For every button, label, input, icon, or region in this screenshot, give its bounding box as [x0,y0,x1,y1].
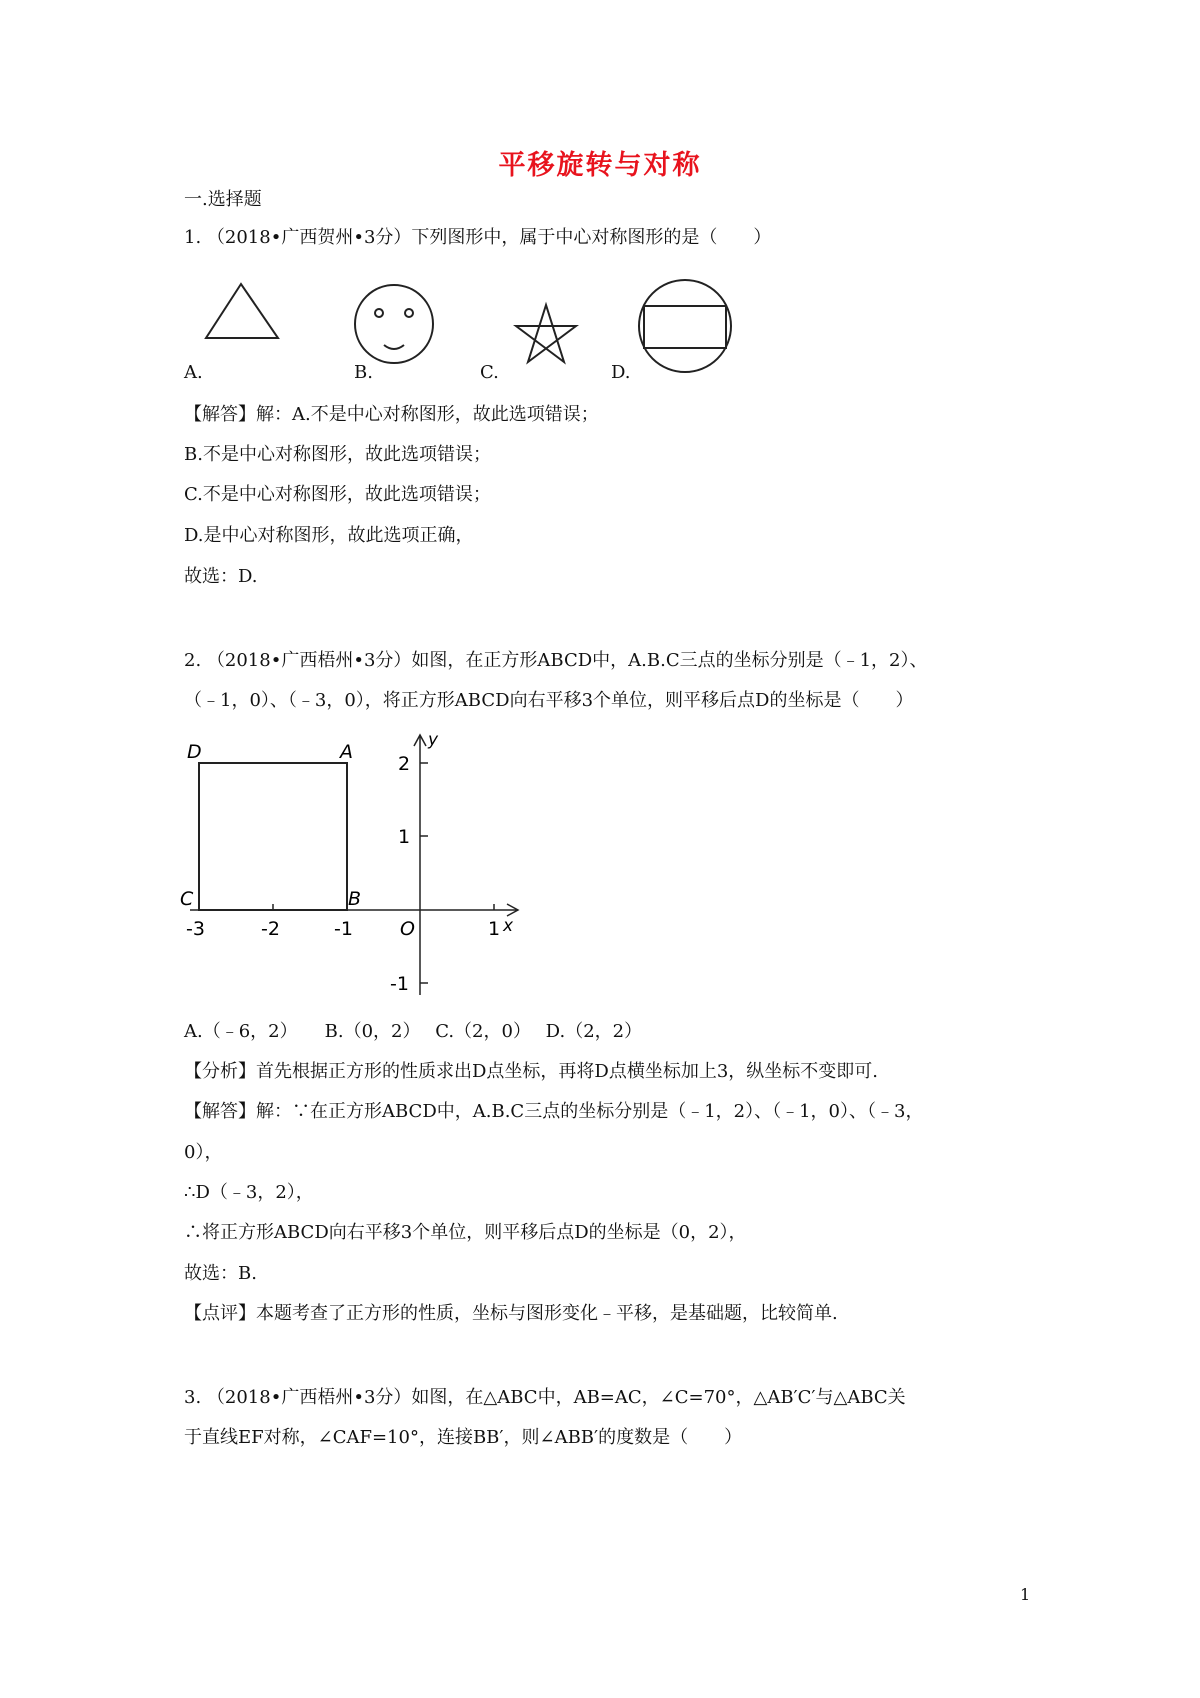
q1-option-b: B. [354,362,373,383]
q1-option-c: C. [480,362,499,383]
y-tick-2: 2 [398,753,411,775]
square-abcd [199,763,347,910]
q2-solution-3: ∴D（﹣3，2）， [184,1182,314,1203]
q2-stem-line1: 2. （2018•广西梧州•3分）如图，在正方形ABCD中，A.B.C三点的坐标分别是（﹣1，2）、 [184,650,928,671]
q1-option-d: D. [611,362,631,383]
y-axis-label: y [428,730,439,750]
origin-label: O [400,918,415,940]
y-tick-1: 1 [398,826,411,848]
x-tick-neg2: -2 [261,918,280,940]
label-a: A [340,741,353,763]
q2-comment: 【点评】本题考查了正方形的性质，坐标与图形变化﹣平移，是基础题，比较简单. [184,1303,838,1324]
q1-solution-1: 【解答】解：A.不是中心对称图形，故此选项错误； [184,404,599,425]
q2-solution-1: 【解答】解：∵在正方形ABCD中，A.B.C三点的坐标分别是（﹣1，2）、（﹣1，0）、（﹣3， [184,1101,924,1122]
section-heading: 一.选择题 [184,189,262,210]
x-tick-neg3: -3 [186,918,205,940]
q2-stem-line2: （﹣1，0）、（﹣3，0），将正方形ABCD向右平移3个单位，则平移后点D的坐标是（ ） [184,690,914,711]
q2-choices: A.（﹣6，2） B.（0，2） C.（2，0） D.（2，2） [184,1021,643,1042]
label-c: C [180,888,194,910]
page-title: 平移旋转与对称 [498,150,702,181]
x-axis-label: x [503,916,514,936]
q1-solution-4: D.是中心对称图形，故此选项正确， [184,525,474,546]
x-tick-neg1: -1 [334,918,353,940]
x-tick-1: 1 [488,918,501,940]
q1-solution-3: C.不是中心对称图形，故此选项错误； [184,484,491,505]
q2-solution-5: 故选：B. [184,1263,257,1284]
label-b: B [348,888,362,910]
y-tick-neg1: -1 [390,973,409,995]
q1-solution-2: B.不是中心对称图形，故此选项错误； [184,444,491,465]
q3-stem-line2: 于直线EF对称，∠CAF=10°，连接BB′，则∠ABB′的度数是（ ） [184,1427,743,1448]
q1-stem: 1. （2018•广西贺州•3分）下列图形中，属于中心对称图形的是（ ） [184,227,772,248]
page-number: 1 [1020,1585,1031,1604]
q1-option-a: A. [184,362,203,383]
label-d: D [187,741,202,763]
q2-analysis: 【分析】首先根据正方形的性质求出D点坐标，再将D点横坐标加上3，纵坐标不变即可. [184,1061,879,1082]
q2-solution-2: 0）， [184,1142,223,1163]
q3-stem-line1: 3. （2018•广西梧州•3分）如图，在△ABC中，AB=AC，∠C=70°，△AB′C′与△ABC关 [184,1387,906,1408]
q1-solution-5: 故选：D. [184,566,258,587]
q2-solution-4: ∴将正方形ABCD向右平移3个单位，则平移后点D的坐标是（0，2）， [184,1222,747,1243]
